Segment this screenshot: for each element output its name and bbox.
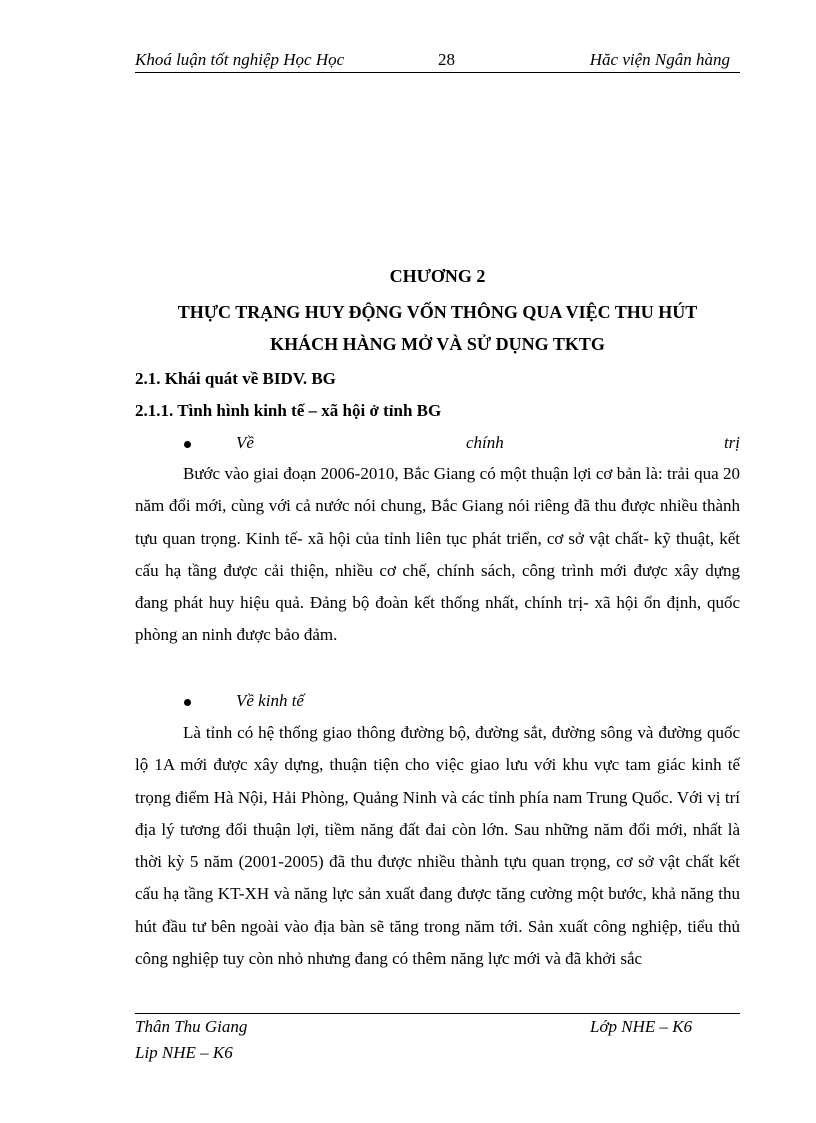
chapter-title-line1: THỰC TRẠNG HUY ĐỘNG VỐN THÔNG QUA VIỆC THU HÚT — [177, 302, 698, 322]
header-institution: Hăc viện Ngân hàng — [589, 50, 730, 69]
page-footer — [135, 1013, 740, 1062]
page-number: 28 — [438, 50, 455, 69]
bullet-economy — [184, 691, 740, 715]
chapter-number: CHƯƠNG 2 — [389, 266, 486, 286]
section-heading-2-1-1: 2.1.1. Tình hình kinh tế – xã hội ở tỉnh BG — [135, 401, 442, 420]
bullet-dot-icon — [184, 699, 191, 706]
paragraph-politics: Bước vào giai đoạn 2006-2010, Bắc Giang có một thuận lợi cơ bản là: trải qua 20 năm đổi mới, cùng với cả nước nói chung, Bắc Giang nói riêng đã thu được nhiều thành tựu quan trọng. Kinh tế- xã hội của tỉnh liên tục phát triển, cơ sở vật chất- kỹ thuật, kết cấu hạ tầng được cải thiện, nhiều cơ chế, chính sách, công trình mới được xây dựng đang phát huy hiệu quả. Đảng bộ đoàn kết thống nhất, chính trị- xã hội ổn định, quốc phòng an ninh được bảo đảm. — [135, 464, 740, 645]
footer-author: Thân Thu Giang — [135, 1017, 248, 1036]
header-thesis-title: Khoá luận tốt nghiệp Học Học — [135, 50, 345, 69]
bullet-economy-label: Về kinh tế — [236, 691, 304, 710]
bullet-dot-icon — [184, 441, 191, 448]
section-heading-2-1: 2.1. Khái quát về BIDV. BG — [135, 369, 336, 388]
footer-class-left: Lip NHE – K6 — [135, 1043, 233, 1062]
chapter-title-line2: KHÁCH HÀNG MỞ VÀ SỬ DỤNG TKTG — [270, 334, 605, 354]
bullet-politics — [184, 433, 740, 457]
footer-class-right: Lớp NHE – K6 — [590, 1017, 693, 1036]
bullet-politics-word1: Về — [236, 433, 254, 452]
page-header — [135, 48, 740, 73]
paragraph-economy: Là tỉnh có hệ thống giao thông đường bộ, đường sắt, đường sông và đường quốc lộ 1A mới được xây dựng, thuận tiện cho việc giao lưu với khu vực tam giác kinh tế trọng điểm Hà Nội, Hải Phòng, Quảng Ninh và các tỉnh phía nam Trung Quốc. Với vị trí địa lý tương đối thuận lợi, tiềm năng đất đai còn lớn. Sau những năm đổi mới, nhất là thời kỳ 5 năm (2001-2005) đã thu được nhiều thành tựu quan trọng, cơ sở vật chất kết cấu hạ tầng KT-XH và năng lực sản xuất đang được tăng cường một bước, khả năng thu hút đầu tư bên ngoài vào địa bàn sẽ tăng trong năm tới. Sản xuất công nghiệp, tiểu thủ công nghiệp tuy còn nhỏ nhưng đang có thêm năng lực mới và đã khởi sắc — [135, 723, 740, 969]
bullet-politics-word2: chính — [466, 433, 504, 452]
bullet-politics-word3: trị — [723, 433, 740, 452]
